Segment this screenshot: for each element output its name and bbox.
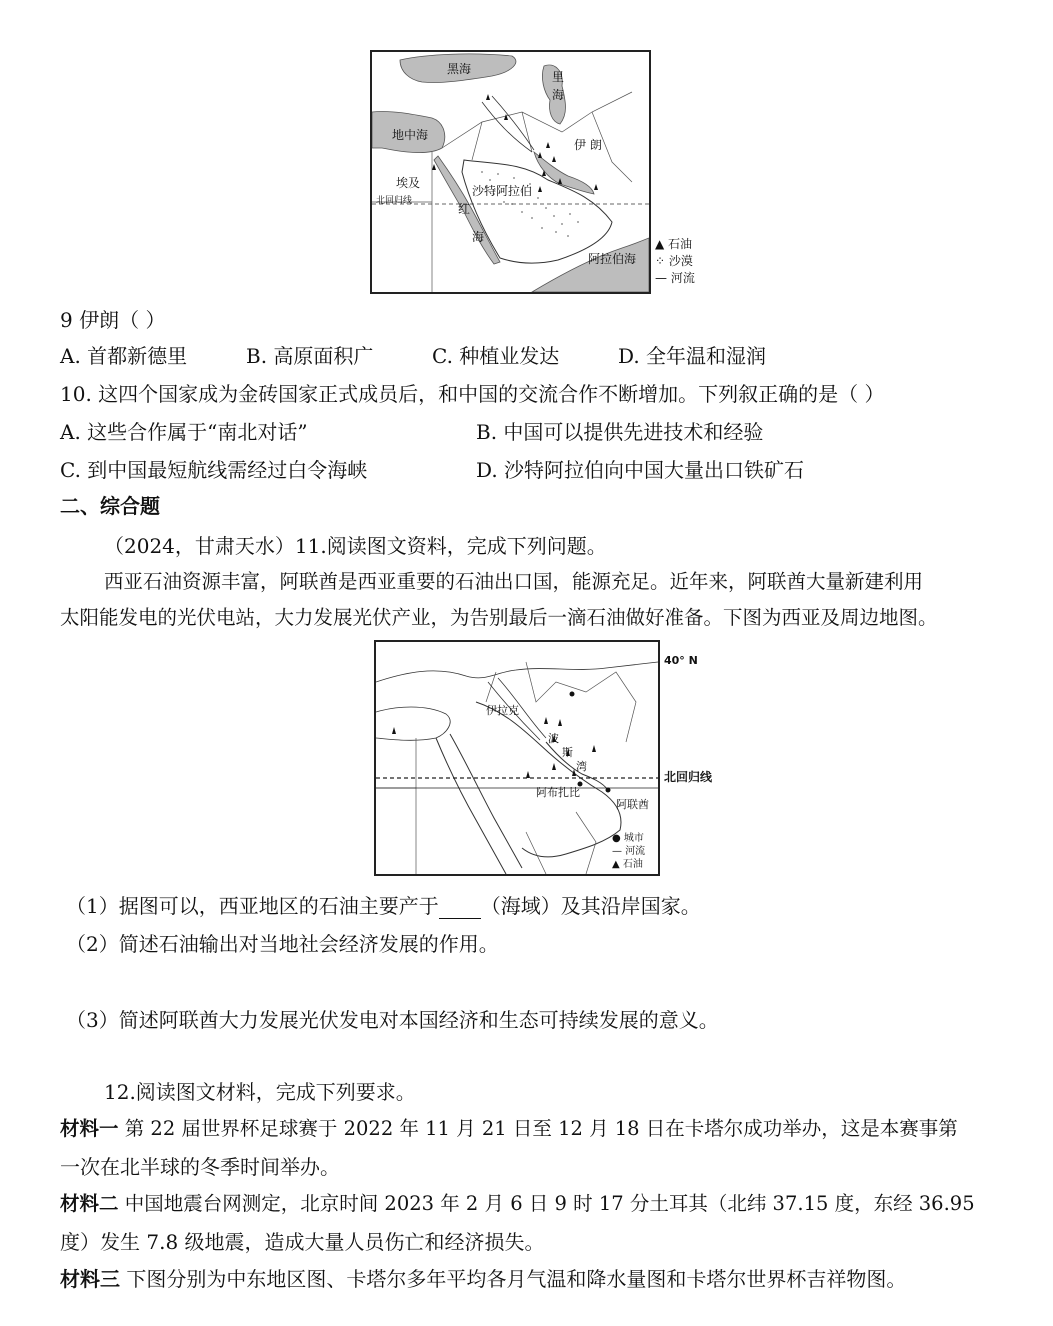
label-wan: 湾 xyxy=(576,760,587,773)
q9-stem: 9 伊朗（ ） xyxy=(60,308,166,332)
q11-para-1: 西亚石油资源丰富，阿联酋是西亚重要的石油出口国，能源充足。近年来，阿联酋大量新建利用 xyxy=(104,570,924,593)
label-si: 斯 xyxy=(562,746,573,759)
label-iraq: 伊拉克 xyxy=(486,704,519,717)
label-arabian-sea: 阿拉伯海 xyxy=(588,252,637,266)
q12-material-1: 材料一 第 22 届世界杯足球赛于 2022 年 11 月 21 日至 12 月 18 日在卡塔尔成功举办，这是本赛事第 xyxy=(60,1117,958,1140)
label-iran: 伊 朗 xyxy=(574,138,602,152)
q12-material-3: 材料三 下图分别为中东地区图、卡塔尔多年平均各月气温和降水量图和卡塔尔世界杯吉祥物图。 xyxy=(60,1267,907,1291)
q10-option-c: C. 到中国最短航线需经过白令海峡 xyxy=(60,458,368,482)
map-middle-east-1 xyxy=(370,50,651,294)
legend-city: ● 城市 xyxy=(612,833,644,844)
q9-option-c: C. 种植业发达 xyxy=(432,344,560,368)
q11-sub-3: （3）简述阿联酋大力发展光伏发电对本国经济和生态可持续发展的意义。 xyxy=(66,1008,719,1032)
q11-sub-2: （2）简述石油输出对当地社会经济发展的作用。 xyxy=(66,932,499,956)
q12-material-1-cont: 一次在北半球的冬季时间举办。 xyxy=(60,1155,340,1179)
q10-option-d: D. 沙特阿拉伯向中国大量出口铁矿石 xyxy=(476,458,805,482)
label-saudi: 沙特阿拉伯 xyxy=(472,184,533,198)
legend-river: — 河流 xyxy=(655,271,695,285)
label-uae: 阿联酋 xyxy=(616,798,649,811)
legend-oil: ▲ 石油 xyxy=(655,237,693,251)
q9-option-b: B. 高原面积广 xyxy=(246,344,374,368)
label-lat-40n: 40° N xyxy=(664,654,698,667)
q12-material-2: 材料二 中国地震台网测定，北京时间 2023 年 2 月 6 日 9 时 17 分土耳其（北纬 37.15 度，东经 36.95 xyxy=(60,1192,975,1215)
q11-para-2: 太阳能发电的光伏电站，大力发展光伏产业，为告别最后一滴石油做好准备。下图为西亚及周边地图。 xyxy=(60,606,938,629)
oil-icon: ▲ xyxy=(612,859,623,870)
river-icon: — xyxy=(655,271,671,285)
label-caspian-2: 海 xyxy=(552,88,565,102)
material-1-label: 材料一 xyxy=(60,1117,119,1140)
q10-option-a: A. 这些合作属于“南北对话” xyxy=(60,420,308,444)
river-icon: — xyxy=(612,846,626,857)
map-west-asia-2 xyxy=(374,640,660,876)
material-3-label: 材料三 xyxy=(60,1267,120,1291)
legend-desert: ⁘ 沙漠 xyxy=(655,254,693,268)
answer-blank[interactable] xyxy=(439,900,481,919)
material-2-label: 材料二 xyxy=(60,1192,119,1215)
label-red-1: 红 xyxy=(458,202,471,216)
label-mediterranean: 地中海 xyxy=(392,128,429,142)
q11-sub-1: （1）据图可以，西亚地区的石油主要产于 （海域）及其沿岸国家。 xyxy=(66,894,701,918)
label-tropic-2: 北回归线 xyxy=(664,770,713,784)
section-title: 二、综合题 xyxy=(60,494,160,518)
q10-stem: 10. 这四个国家成为金砖国家正式成员后，和中国的交流合作不断增加。下列叙正确的是（ ） xyxy=(60,382,885,406)
label-bo: 波 xyxy=(548,732,559,745)
city-icon: ● xyxy=(612,833,624,844)
legend-oil2: ▲ 石油 xyxy=(612,859,643,870)
map1-legend xyxy=(655,236,695,287)
q9-option-d: D. 全年温和湿润 xyxy=(618,344,767,368)
desert-icon: ⁘ xyxy=(655,254,669,268)
q12-material-2-cont: 度）发生 7.8 级地震，造成大量人员伤亡和经济损失。 xyxy=(60,1230,545,1254)
map2-legend xyxy=(612,832,645,871)
q11-intro: （2024，甘肃天水）11.阅读图文资料，完成下列问题。 xyxy=(104,534,607,558)
label-egypt: 埃及 xyxy=(396,176,421,190)
legend-river2: — 河流 xyxy=(612,846,646,857)
label-tropic: 北回归线 xyxy=(376,196,413,206)
q10-option-b: B. 中国可以提供先进技术和经验 xyxy=(476,420,764,444)
label-caspian-1: 里 xyxy=(552,70,565,84)
label-red-2: 海 xyxy=(472,230,485,244)
q9-option-a: A. 首都新德里 xyxy=(60,344,188,368)
oil-icon: ▲ xyxy=(655,237,669,251)
label-black-sea: 黑海 xyxy=(447,62,472,76)
label-abu-dhabi: 阿布扎比 xyxy=(536,786,580,799)
q12-intro: 12.阅读图文材料，完成下列要求。 xyxy=(104,1080,416,1104)
